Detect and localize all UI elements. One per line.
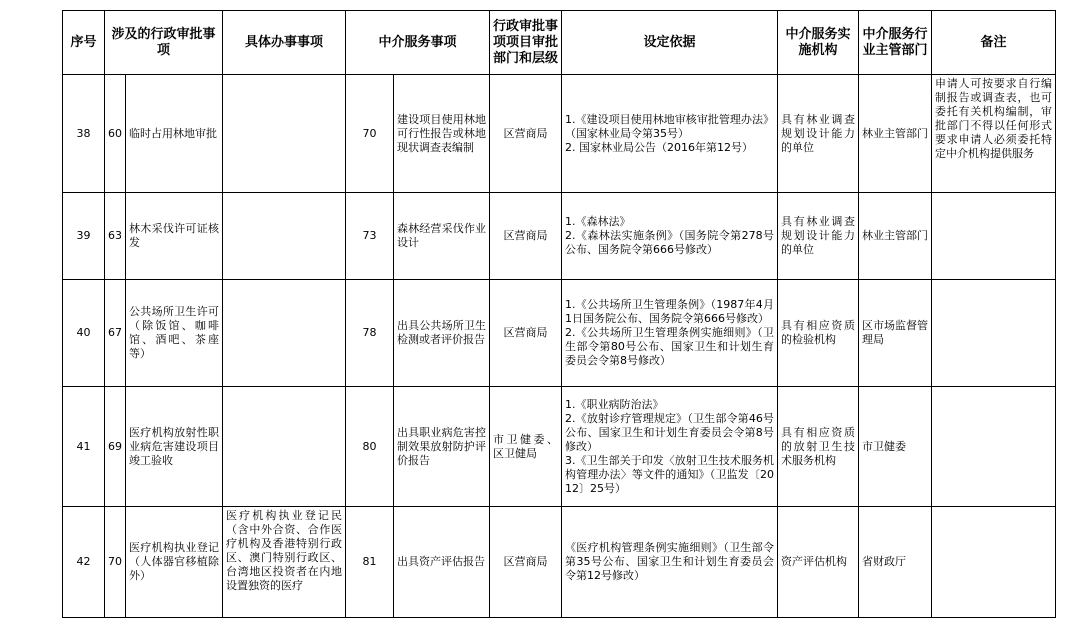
intermediary-service-table — [62, 10, 1056, 618]
cell-approval-no: 63 — [105, 193, 126, 280]
table-row — [63, 507, 1056, 618]
table-row — [63, 387, 1056, 507]
cell-dept: 区营商局 — [490, 75, 562, 193]
header-approval-item: 涉及的行政审批事项 — [105, 11, 223, 75]
header-dept-level: 行政审批事项项目审批部门和层级 — [490, 11, 562, 75]
cell-service-no: 81 — [346, 507, 394, 618]
cell-approval-no: 70 — [105, 507, 126, 618]
cell-remark — [932, 507, 1056, 618]
cell-service-name: 出具职业病危害控制效果放射防护评价报告 — [394, 387, 490, 507]
header-handling-item: 具体办事事项 — [223, 11, 346, 75]
cell-basis: 1.《公共场所卫生管理条例》（1987年4月1日国务院公布、国务院令第666号修改） 2.《公共场所卫生管理条例实施细则》（卫生部令第80号公布、国家卫生和计划生育委员会令第8号修改） — [562, 280, 778, 387]
cell-dept: 区营商局 — [490, 280, 562, 387]
table-row — [63, 193, 1056, 280]
cell-handling: 医疗机构执业登记民（含中外合资、合作医疗机构及香港特别行政区、澳门特别行政区、台湾地区投资者在内地设置独资的医疗 — [226, 509, 342, 592]
cell-service-no: 78 — [346, 280, 394, 387]
cell-seq: 42 — [63, 507, 105, 618]
cell-provider: 资产评估机构 — [778, 507, 859, 618]
cell-service-name: 森林经营采伐作业设计 — [394, 193, 490, 280]
cell-approval-no: 67 — [105, 280, 126, 387]
cell-handling — [223, 280, 346, 387]
header-intermediary-item: 中介服务事项 — [346, 11, 490, 75]
cell-service-no: 80 — [346, 387, 394, 507]
cell-service-name: 出具资产评估报告 — [394, 507, 490, 618]
cell-seq: 41 — [63, 387, 105, 507]
cell-service-no: 70 — [346, 75, 394, 193]
cell-approval-name: 医疗机构执业登记（人体器官移植除外） — [126, 507, 223, 618]
cell-service-name: 出具公共场所卫生检测或者评价报告 — [394, 280, 490, 387]
cell-remark — [932, 193, 1056, 280]
cell-approval-name: 林木采伐许可证核发 — [126, 193, 223, 280]
cell-regulator: 省财政厅 — [859, 507, 932, 618]
cell-approval-name: 临时占用林地审批 — [126, 75, 223, 193]
cell-regulator: 林业主管部门 — [859, 75, 932, 193]
cell-dept: 区营商局 — [490, 193, 562, 280]
cell-provider: 具有相应资质的检验机构 — [778, 280, 859, 387]
cell-dept: 市卫健委、区卫健局 — [490, 387, 562, 507]
cell-basis: 1.《职业病防治法》 2.《放射诊疗管理规定》（卫生部令第46号公布、国家卫生和计划生育委员会令第8号修改） 3.《卫生部关于印发〈放射卫生技术服务机构管理办法〉等文件的通知》（卫监发〔2012〕25号） — [562, 387, 778, 507]
cell-regulator: 林业主管部门 — [859, 193, 932, 280]
cell-handling — [223, 387, 346, 507]
cell-approval-name: 公共场所卫生许可（除饭馆、咖啡馆、酒吧、茶座等） — [126, 280, 223, 387]
cell-basis: 《医疗机构管理条例实施细则》（卫生部令第35号公布、国家卫生和计划生育委员会令第12号修改） — [562, 507, 778, 618]
cell-seq: 38 — [63, 75, 105, 193]
cell-remark: 申请人可按要求自行编制报告或调查表，也可委托有关机构编制，审批部门不得以任何形式要求申请人必须委托特定中介机构提供服务 — [932, 75, 1056, 193]
cell-dept: 区营商局 — [490, 507, 562, 618]
header-basis: 设定依据 — [562, 11, 778, 75]
cell-approval-no: 69 — [105, 387, 126, 507]
cell-service-no: 73 — [346, 193, 394, 280]
table-row — [63, 280, 1056, 387]
header-regulator: 中介服务行业主管部门 — [859, 11, 932, 75]
header-remark: 备注 — [932, 11, 1056, 75]
cell-handling — [223, 193, 346, 280]
cell-regulator: 市卫健委 — [859, 387, 932, 507]
cell-basis: 1.《建设项目使用林地审核审批管理办法》（国家林业局令第35号） 2. 国家林业局公告（2016年第12号） — [562, 75, 778, 193]
cell-provider: 具有林业调查规划设计能力的单位 — [778, 193, 859, 280]
cell-basis: 1.《森林法》 2.《森林法实施条例》（国务院令第278号公布、国务院令第666号修改） — [562, 193, 778, 280]
cell-remark — [932, 280, 1056, 387]
header-row — [63, 11, 1056, 75]
cell-seq: 40 — [63, 280, 105, 387]
cell-remark — [932, 387, 1056, 507]
cell-regulator: 区市场监督管理局 — [859, 280, 932, 387]
cell-service-name: 建设项目使用林地可行性报告或林地现状调查表编制 — [394, 75, 490, 193]
table-row — [63, 75, 1056, 193]
cell-approval-name: 医疗机构放射性职业病危害建设项目竣工验收 — [126, 387, 223, 507]
cell-seq: 39 — [63, 193, 105, 280]
cell-provider: 具有林业调查规划设计能力的单位 — [778, 75, 859, 193]
cell-provider: 具有相应资质的放射卫生技术服务机构 — [778, 387, 859, 507]
header-provider: 中介服务实施机构 — [778, 11, 859, 75]
cell-handling — [223, 75, 346, 193]
header-seq: 序号 — [63, 11, 105, 75]
cell-approval-no: 60 — [105, 75, 126, 193]
